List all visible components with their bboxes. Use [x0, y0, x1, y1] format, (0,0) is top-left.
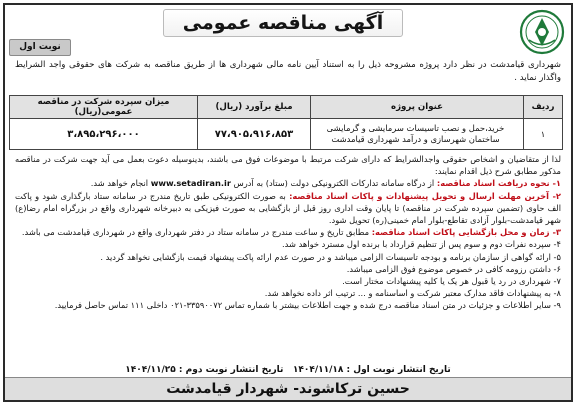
- column-header: میزان سپرده شرکت در مناقصه عمومی(ریال): [10, 96, 198, 119]
- condition-label: ۳- زمان و محل بازگشایی پاکات اسناد مناقصه:: [371, 227, 561, 238]
- condition-item: [15, 177, 561, 189]
- table-header-row: [10, 96, 563, 119]
- table-row: [10, 119, 563, 150]
- condition-text: مطابق تاریخ و ساعت مندرج در سامانه ستاد در دفتر شهرداری واقع در شهرداری قیامدشت می باشد.: [21, 227, 370, 238]
- condition-text: انجام خواهد شد.: [90, 178, 149, 189]
- condition-item: ۶- داشتن رزومه کافی در خصوص موضوع فوق الزامی میباشد.: [346, 263, 561, 274]
- notice-header: [5, 5, 571, 52]
- deposit-amount: ۳،۸۹۵،۲۹۶،۰۰۰: [10, 119, 198, 150]
- condition-item: ۴- سپرده نفرات دوم و سوم پس از تنظیم قرارداد با برنده اول مسترد خواهد شد.: [281, 239, 561, 250]
- condition-label: ۲- آخرین مهلت ارسال و تحویل پیشنهادات و پاکات اسناد مناقصه:: [289, 190, 561, 201]
- intro-paragraph: شهرداری قیامدشت در نظر دارد پروژه مشروحه ذیل را به استناد آیین نامه مالی شهرداری ها از طریق مناقصه به شرکت های حقوقی واجد الشرایط واگذار نماید .: [15, 60, 561, 83]
- projects-table: [9, 95, 563, 150]
- column-header: عنوان پروژه: [311, 96, 524, 119]
- column-header: ردیف: [524, 96, 563, 119]
- project-title: خرید،حمل و نصب تاسیسات سرمایشی و گرمایشی ساختمان شهرسازی و درآمد شهرداری قیامدشت: [311, 119, 524, 150]
- condition-text: از درگاه سامانه تدارکات الکترونیکی دولت (ستاد) به آدرس: [233, 178, 435, 189]
- municipality-seal-icon: [519, 9, 565, 55]
- turn-badge: نوبت اول: [9, 39, 71, 56]
- publication-dates: [11, 365, 565, 375]
- notice-title: آگهی مناقصه عمومی: [163, 9, 403, 37]
- condition-item: [15, 226, 561, 238]
- condition-item: [15, 190, 561, 227]
- condition-item: ۷- شهرداری در رد یا قبول هر یک یا کلیه پیشنهادات مختار است.: [342, 276, 561, 287]
- condition-item: ۹- سایر اطلاعات و جزئیات در متن اسناد مناقصه درج شده و جهت اطلاعات بیشتر با شماره تماس ۳۳۵۹۰۰۷۲-۰۲۱ داخلی ۱۱۱ تماس حاصل فرمایید.: [54, 300, 561, 311]
- second-date: ۱۴۰۴/۱۱/۲۵: [125, 365, 176, 375]
- first-date-label: تاریخ انتشار نوبت اول :: [346, 365, 451, 375]
- condition-text: به صورت الکترونیکی طبق تاریخ مندرج در سامانه ستاد بارگذاری شود و پاکت الف حاوی (تضمین سپرده شرکت در مناقصه) تا پایان وقت اداری روز قبل از بازگشایی به صورت فیزیکی به دبیرخانه شهرداری واقع در بزرگراه امام رضا(ع) شهر قیامدشت-بلوار آزادی تقاطع-بلوار امام خمینی(ره) تحویل شود.: [15, 190, 561, 226]
- setad-link[interactable]: www.setadiran.ir: [150, 178, 231, 189]
- estimate-amount: ۷۷،۹۰۵،۹۱۶،۸۵۳: [198, 119, 311, 150]
- column-header: مبلغ برآورد (ریال): [198, 96, 311, 119]
- condition-label: ۱- نحوه دریافت اسناد مناقصه:: [436, 178, 561, 189]
- tender-notice: [3, 3, 573, 402]
- conditions-list: [15, 153, 561, 312]
- second-date-label: تاریخ انتشار نوبت دوم :: [178, 365, 284, 375]
- condition-item: ۵- ارائه گواهی از سازمان برنامه و بودجه تاسیسات الزامی میباشد و در صورت عدم ارائه پاکت پیشنهاد قیمت بازگشایی نخواهد گردید .: [100, 251, 561, 262]
- conditions-lead: لذا از متقاضیان و اشخاص حقوقی واجدالشرایط که دارای شرکت مرتبط با موضوعات فوق می باشند، بدینوسیله دعوت بعمل می آید جهت شرکت در مناقصه مذکور مطابق شرح ذیل اقدام نمایند:: [15, 154, 561, 177]
- row-index: ۱: [524, 119, 563, 150]
- condition-item: ۸- به پیشنهادات فاقد مدارک معتبر شرکت و اساسنامه و ... ترتیب اثر داده نخواهد شد.: [264, 288, 561, 299]
- first-date: ۱۴۰۴/۱۱/۱۸: [292, 365, 344, 375]
- signature-footer: حسین ترکاشوند- شهردار قیامدشت: [5, 377, 571, 400]
